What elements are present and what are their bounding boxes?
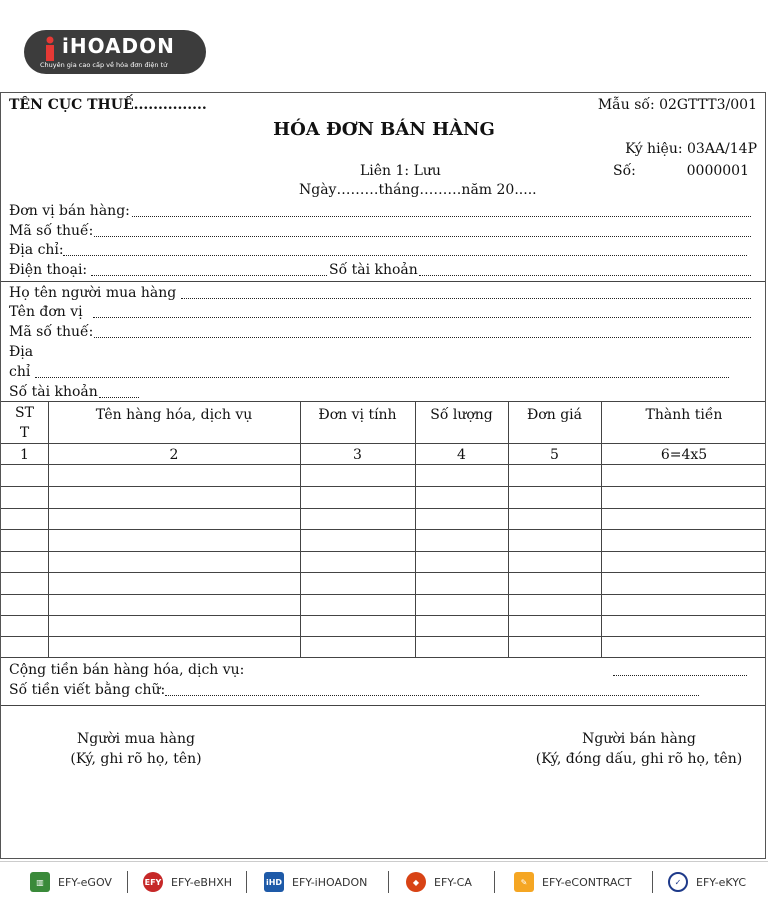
table-top-border	[1, 401, 765, 402]
table-col-line	[300, 401, 301, 657]
table-col-line	[415, 401, 416, 657]
buyer-address-dots	[35, 377, 729, 378]
seller-unit-dots	[132, 216, 751, 217]
section-divider	[1, 281, 765, 282]
buyer-signature-note: (Ký, ghi rõ họ, tên)	[70, 751, 202, 767]
table-row-line	[1, 594, 765, 595]
col-header-stt: ST	[15, 405, 34, 421]
invoice-title: HÓA ĐƠN BÁN HÀNG	[273, 119, 495, 140]
total-amount-dots	[613, 675, 747, 676]
footer-link-egov[interactable]	[30, 872, 112, 892]
col-header-stt-line2: T	[19, 425, 30, 441]
footer-label: EFY-iHOADON	[292, 875, 368, 889]
copy-label: Liên 1: Lưu	[360, 163, 441, 179]
footer-label: EFY-eKYC	[696, 875, 747, 889]
seller-tax-dots	[94, 236, 751, 237]
seller-address-dots	[63, 255, 747, 256]
index-cell: 4	[457, 447, 466, 463]
invoice-symbol: Ký hiệu: 03AA/14P	[625, 141, 757, 157]
index-cell: 1	[20, 447, 29, 463]
buyer-name-label: Họ tên người mua hàng	[9, 285, 177, 301]
table-row-line	[1, 529, 765, 530]
seller-phone-label: Điện thoại:	[9, 262, 88, 278]
col-header-unit-price: Đơn giá	[527, 407, 582, 423]
seller-unit-label: Đơn vị bán hàng:	[9, 203, 130, 219]
index-cell: 5	[550, 447, 559, 463]
ihoadon-logo	[24, 30, 206, 74]
logo-i-icon	[42, 36, 58, 62]
logo-tagline: Chuyên gia cao cấp về hóa đơn điện tử	[40, 61, 168, 69]
table-row-line	[1, 551, 765, 552]
table-index-border	[1, 464, 765, 465]
buyer-account-dots	[99, 397, 139, 398]
efy-badge-icon: EFY	[143, 872, 163, 892]
amount-in-words-label: Số tiền viết bằng chữ:	[9, 682, 166, 698]
date-line: Ngày………tháng………năm 20.....	[299, 182, 537, 198]
contract-icon: ✎	[514, 872, 534, 892]
table-bottom-border	[1, 657, 765, 658]
amount-in-words-dots	[165, 695, 699, 696]
footer-link-econtract[interactable]	[514, 872, 632, 892]
logo-wordmark: iHOADON	[62, 34, 175, 58]
check-badge-icon: ✓	[668, 872, 688, 892]
footer-separator	[388, 871, 389, 893]
product-footer	[0, 861, 768, 901]
buyer-signature-title: Người mua hàng	[76, 731, 195, 747]
footer-label: EFY-eCONTRACT	[542, 875, 632, 889]
table-row-line	[1, 508, 765, 509]
col-header-item: Tên hàng hóa, dịch vụ	[95, 407, 253, 423]
buyer-unit-label: Tên đơn vị	[9, 304, 83, 320]
footer-separator	[246, 871, 247, 893]
index-cell: 6=4x5	[660, 447, 708, 463]
form-number: Mẫu số: 02GTTT3/001	[597, 97, 757, 113]
table-col-line	[48, 401, 49, 657]
col-header-quantity: Số lượng	[430, 407, 493, 423]
footer-link-ihoadon[interactable]	[264, 872, 367, 892]
table-col-line	[601, 401, 602, 657]
table-row-line	[1, 486, 765, 487]
invoice-number-label: Số:	[613, 163, 636, 179]
footer-link-ebhxh[interactable]	[143, 872, 232, 892]
shield-icon: ◆	[406, 872, 426, 892]
buyer-account-label: Số tài khoản	[9, 384, 98, 400]
signature-divider	[1, 705, 765, 706]
footer-separator	[127, 871, 128, 893]
footer-label: EFY-eBHXH	[171, 875, 233, 889]
invoice-number-value: 0000001	[686, 163, 749, 179]
footer-separator	[494, 871, 495, 893]
table-row-line	[1, 572, 765, 573]
index-cell: 3	[353, 447, 362, 463]
seller-account-label: Số tài khoản	[329, 262, 418, 278]
table-header-border	[1, 443, 765, 444]
building-icon: ▥	[30, 872, 50, 892]
footer-label: EFY-eGOV	[58, 875, 112, 889]
footer-link-ekyc[interactable]	[668, 872, 746, 892]
footer-link-ca[interactable]	[406, 872, 472, 892]
table-row-line	[1, 615, 765, 616]
footer-separator	[652, 871, 653, 893]
seller-tax-label: Mã số thuế:	[9, 223, 94, 239]
buyer-tax-label: Mã số thuế:	[9, 324, 94, 340]
buyer-unit-dots	[93, 317, 751, 318]
invoice-form	[0, 92, 766, 859]
buyer-tax-dots	[94, 337, 751, 338]
seller-phone-dots	[91, 275, 327, 276]
seller-signature-title: Người bán hàng	[582, 731, 696, 747]
table-row-line	[1, 636, 765, 637]
col-header-unit: Đơn vị tính	[318, 407, 397, 423]
buyer-name-dots	[181, 298, 751, 299]
ihd-icon: iHD	[264, 872, 284, 892]
buyer-address-label-1: Địa	[9, 344, 34, 360]
buyer-address-label-2: chỉ	[9, 364, 31, 380]
seller-address-label: Địa chỉ:	[9, 242, 64, 258]
seller-account-dots	[419, 275, 751, 276]
table-col-line	[508, 401, 509, 657]
index-cell: 2	[169, 447, 179, 463]
tax-agency-label: TÊN CỤC THUẾ...............	[9, 97, 207, 113]
col-header-amount: Thành tiền	[645, 407, 723, 423]
footer-label: EFY-CA	[434, 875, 472, 889]
total-amount-label: Cộng tiền bán hàng hóa, dịch vụ:	[9, 662, 245, 678]
seller-signature-note: (Ký, đóng dấu, ghi rõ họ, tên)	[535, 751, 743, 767]
